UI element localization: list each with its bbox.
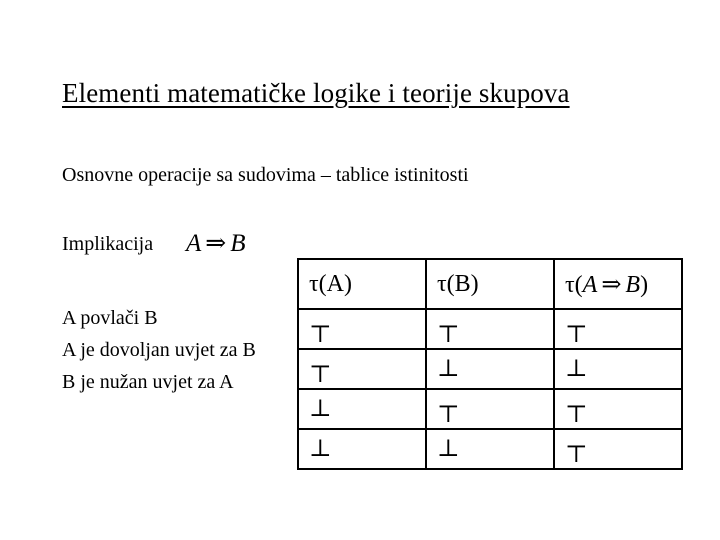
header-tau-suffix: ) — [640, 271, 649, 298]
header-tau-prefix: τ( — [565, 271, 583, 298]
truth-value: ⊤ — [309, 361, 332, 388]
implication-label: Implikacija — [62, 233, 154, 255]
header-right-operand: B — [625, 271, 641, 298]
truth-value: ⊥ — [565, 355, 588, 382]
table-cell — [554, 389, 682, 429]
table-cell — [426, 349, 554, 389]
header-tau-implication — [554, 259, 682, 309]
implication-formula — [186, 228, 246, 258]
truth-value: ⊤ — [565, 441, 588, 468]
header-left-operand: A — [582, 271, 598, 298]
table-cell — [554, 309, 682, 349]
description-line: A je dovoljan uvjet za B — [62, 339, 256, 361]
table-row — [298, 349, 682, 389]
table-cell — [426, 309, 554, 349]
truth-value: ⊤ — [437, 321, 460, 348]
table-cell — [298, 389, 426, 429]
formula-left-operand: A — [186, 230, 202, 257]
table-cell — [554, 349, 682, 389]
implication-descriptions — [62, 302, 256, 398]
subtitle: Osnovne operacije sa sudovima – tablice istinitosti — [62, 164, 469, 186]
truth-value: ⊤ — [309, 321, 332, 348]
description-line: B je nužan uvjet za A — [62, 371, 234, 393]
table-cell — [426, 389, 554, 429]
table-cell — [426, 429, 554, 469]
table-header-row — [298, 259, 682, 309]
truth-value: ⊤ — [437, 401, 460, 428]
header-tau-a: τ(A) — [298, 259, 426, 309]
truth-value: ⊥ — [437, 355, 460, 382]
implies-symbol: ⇒ — [601, 271, 622, 298]
truth-value: ⊥ — [309, 395, 332, 422]
table-row — [298, 389, 682, 429]
table-row — [298, 309, 682, 349]
truth-value: ⊥ — [309, 435, 332, 462]
table-cell — [298, 309, 426, 349]
description-line: A povlači B — [62, 307, 158, 329]
truth-table — [297, 258, 683, 470]
formula-right-operand: B — [230, 230, 246, 257]
truth-value: ⊥ — [437, 435, 460, 462]
table-cell — [298, 429, 426, 469]
implies-symbol: ⇒ — [205, 230, 227, 257]
table-cell — [298, 349, 426, 389]
truth-value: ⊤ — [565, 321, 588, 348]
table-row — [298, 429, 682, 469]
page-title: Elementi matematičke logike i teorije skupova — [62, 78, 570, 108]
table-cell — [554, 429, 682, 469]
truth-value: ⊤ — [565, 401, 588, 428]
header-tau-b: τ(B) — [426, 259, 554, 309]
